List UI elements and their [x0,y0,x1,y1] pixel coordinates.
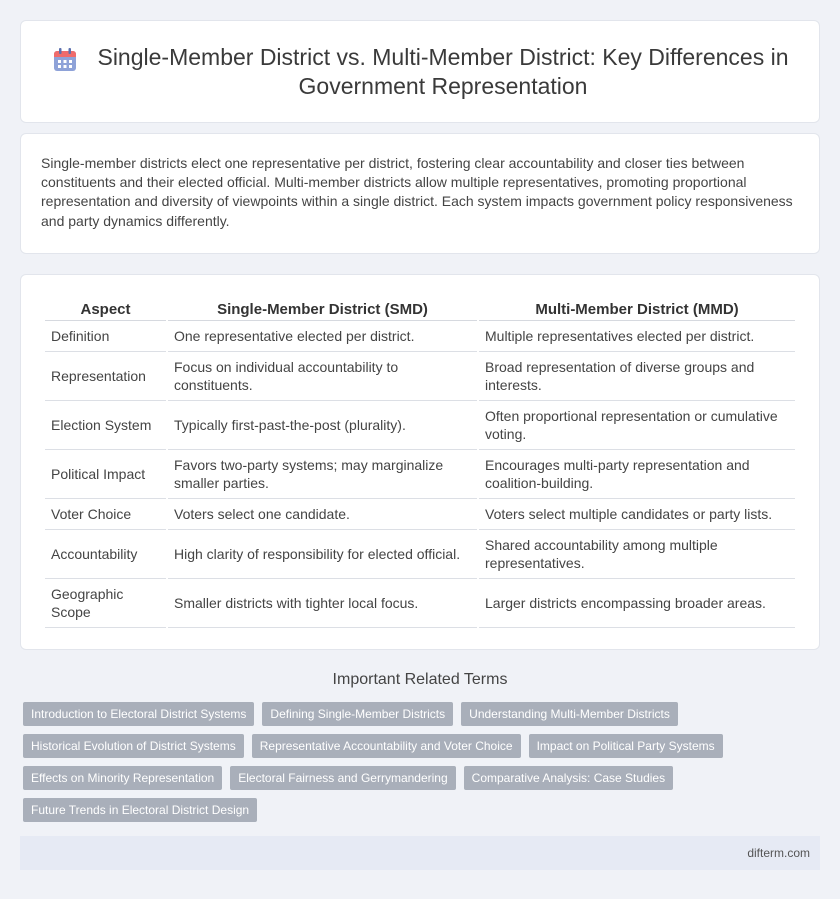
table-header-row [45,295,795,321]
aspect-cell: Political Impact [45,450,166,499]
mmd-cell: Shared accountability among multiple representatives. [479,530,795,579]
summary-card [20,133,820,254]
comparison-table [43,295,797,628]
smd-cell: High clarity of responsibility for elected official. [168,530,477,579]
related-term-tag[interactable]: Understanding Multi-Member Districts [461,702,678,726]
aspect-cell: Definition [45,321,166,352]
header-card [20,20,820,123]
related-term-tag[interactable]: Impact on Political Party Systems [529,734,723,758]
related-term-tag[interactable]: Future Trends in Electoral District Design [23,798,257,822]
smd-cell: Typically first-past-the-post (plurality). [168,401,477,450]
related-term-tag[interactable]: Historical Evolution of District Systems [23,734,244,758]
footer [20,836,820,870]
aspect-cell: Representation [45,352,166,401]
related-terms-list [23,702,820,822]
related-term-tag[interactable]: Electoral Fairness and Gerrymandering [230,766,455,790]
smd-cell: One representative elected per district. [168,321,477,352]
smd-cell: Voters select one candidate. [168,499,477,530]
table-row [45,499,795,530]
smd-cell: Smaller districts with tighter local focus. [168,579,477,628]
mmd-cell: Often proportional representation or cumulative voting. [479,401,795,450]
page-title: Single-Member District vs. Multi-Member District: Key Differences in Government Representation [97,43,789,99]
related-term-tag[interactable]: Introduction to Electoral District Systems [23,702,254,726]
aspect-cell: Voter Choice [45,499,166,530]
aspect-cell: Election System [45,401,166,450]
mmd-cell: Multiple representatives elected per district. [479,321,795,352]
header-smd: Single-Member District (SMD) [168,295,477,321]
footer-site-link[interactable]: difterm.com [747,846,810,860]
mmd-cell: Voters select multiple candidates or party lists. [479,499,795,530]
comparison-table-card [20,274,820,650]
aspect-cell: Geographic Scope [45,579,166,628]
related-term-tag[interactable]: Defining Single-Member Districts [262,702,453,726]
smd-cell: Favors two-party systems; may marginalize smaller parties. [168,450,477,499]
related-term-tag[interactable]: Representative Accountability and Voter Choice [252,734,521,758]
table-row [45,450,795,499]
mmd-cell: Larger districts encompassing broader areas. [479,579,795,628]
calendar-icon [51,46,79,74]
table-row [45,579,795,628]
mmd-cell: Encourages multi-party representation and coalition-building. [479,450,795,499]
header-mmd: Multi-Member District (MMD) [479,295,795,321]
related-term-tag[interactable]: Comparative Analysis: Case Studies [464,766,673,790]
related-terms-title: Important Related Terms [332,671,508,688]
smd-cell: Focus on individual accountability to constituents. [168,352,477,401]
aspect-cell: Accountability [45,530,166,579]
table-row [45,352,795,401]
header-aspect: Aspect [45,295,166,321]
table-row [45,530,795,579]
summary-text: Single-member districts elect one representative per district, fostering clear accountability and closer ties between constituents and their elected official. Multi-member districts allow multiple representatives, promoting proportional representation and diversity of viewpoints within a single district. Each system impacts government policy responsiveness and party dynamics differently. [41,155,793,229]
table-row [45,401,795,450]
related-term-tag[interactable]: Effects on Minority Representation [23,766,222,790]
mmd-cell: Broad representation of diverse groups and interests. [479,352,795,401]
table-row [45,321,795,352]
